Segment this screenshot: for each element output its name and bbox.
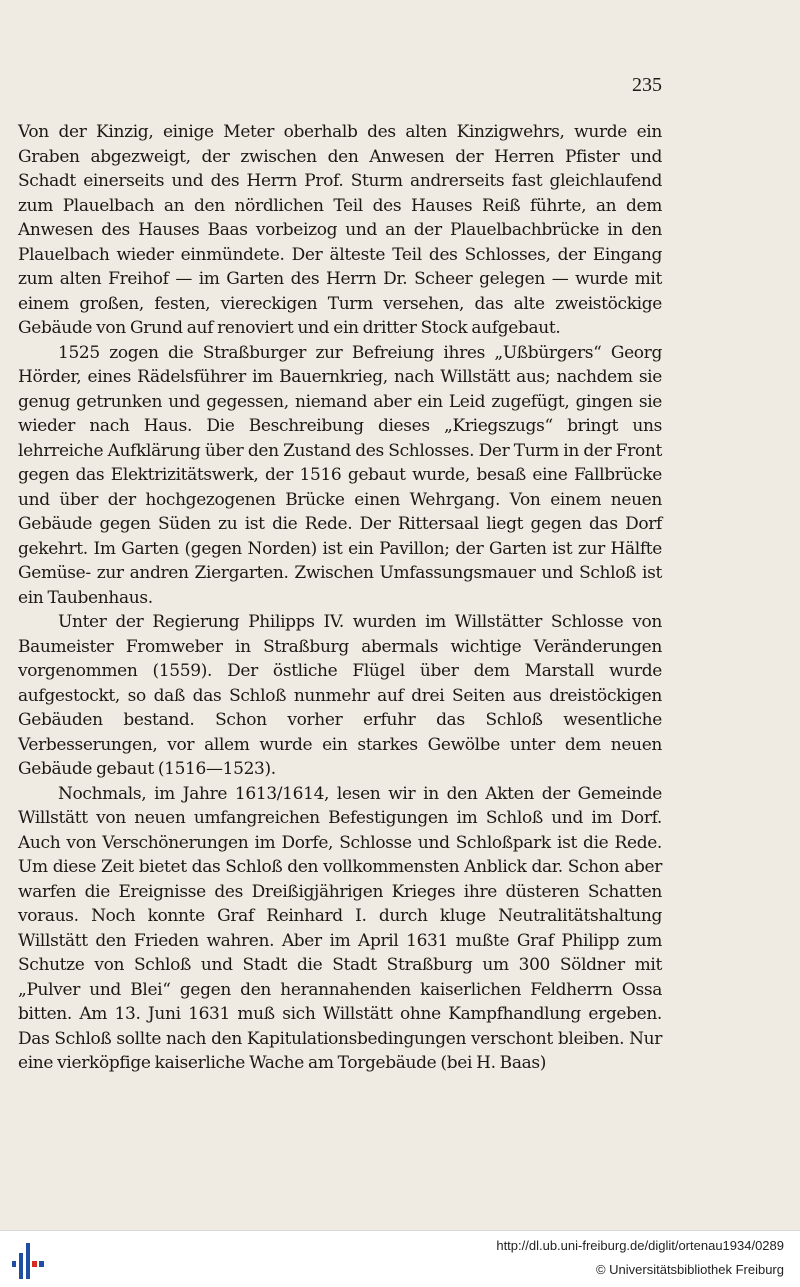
paragraph-1: Von der Kinzig, einige Meter oberhalb des alten Kinzigwehrs, wurde ein Graben abgezweigt, der zwischen den Anwesen der Herren Pfister und Schadt einerseits und des Herrn Prof. Sturm andrerseits fast gleichlaufend zum Plauelbach an den nördlichen Teil des Hauses Reiß führte, an dem Anwesen des Hauses Baas vorbeizog und an der Plauelbachbrücke in den Plauelbach wieder einmündete. Der älteste Teil des Schlosses, der Eingang zum alten Freihof — im Garten des Herrn Dr. Scheer gelegen — wurde mit einem großen, festen, viereckigen Turm versehen, das alte zweistöckige Gebäude von Grund auf renoviert und ein dritter Stock aufgebaut. [18, 122, 662, 338]
paragraph-4: Nochmals, im Jahre 1613/1614, lesen wir in den Akten der Gemeinde Willstätt von neuen umfangreichen Befestigungen im Schloß und im Dorf. Auch von Verschönerungen im Dorfe, Schlosse und Schloßpark ist die Rede. Um diese Zeit bietet das Schloß den vollkommensten Anblick dar. Schon aber warfen die Ereignisse des Dreißigjährigen Krieges ihre düsteren Schatten voraus. Noch konnte Graf Reinhard I. durch kluge Neutralitätshaltung Willstätt den Frieden wahren. Aber im April 1631 mußte Graf Philipp zum Schutze von Schloß und Stadt die Stadt Straßburg um 300 Söldner mit „Pulver und Blei“ gegen den herannahenden kaiserlichen Feldherrn Ossa bitten. Am 13. Juni 1631 muß sich Willstätt ohne Kampfhandlung ergeben. Das Schloß sollte nach den Kapitulationsbedingungen verschont bleiben. Nur eine vierköpfige kaiserliche Wache am Torgebäude (bei H. Baas) [18, 783, 662, 1073]
permalink-url[interactable]: http://dl.ub.uni-freiburg.de/diglit/ortenau1934/0289 [496, 1238, 784, 1253]
paragraph-3: Unter der Regierung Philipps IV. wurden im Willstätter Schlosse von Baumeister Fromweber in Straßburg abermals wichtige Veränderungen vorgenommen (1559). Der östliche Flügel über dem Marstall wurde aufgestockt, so daß das Schloß nunmehr auf drei Seiten aus dreistöckigen Gebäuden bestand. Schon vorher erfuhr das Schloß wesentliche Verbesserungen, vor allem wurde ein starkes Gewölbe unter dem neuen Gebäude gebaut (1516—1523). [18, 612, 662, 779]
ub-freiburg-logo-icon[interactable] [10, 1239, 50, 1281]
body-text [18, 120, 662, 1076]
footer-bar [0, 1230, 800, 1287]
copyright-notice: © Universitätsbibliothek Freiburg [595, 1262, 784, 1277]
page-number: 235 [632, 74, 662, 96]
paragraph-2: 1525 zogen die Straßburger zur Befreiung ihres „Ußbürgers“ Georg Hörder, eines Rädelsführer im Bauernkrieg, nach Willstätt aus; nachdem sie genug getrunken und gegessen, niemand aber ein Leid zugefügt, gingen sie wieder nach Haus. Die Beschreibung dieses „Kriegszugs“ bringt uns lehrreiche Aufklärung über den Zustand des Schlosses. Der Turm in der Front gegen das Elektrizitätswerk, der 1516 gebaut wurde, besaß eine Fallbrücke und über der hochgezogenen Brücke einen Wehrgang. Von einem neuen Gebäude gegen Süden zu ist die Rede. Der Rittersaal liegt gegen das Dorf gekehrt. Im Garten (gegen Norden) ist ein Pavillon; der Garten ist zur Hälfte Gemüse- zur andren Ziergarten. Zwischen Umfassungsmauer und Schloß ist ein Taubenhaus. [18, 342, 662, 608]
